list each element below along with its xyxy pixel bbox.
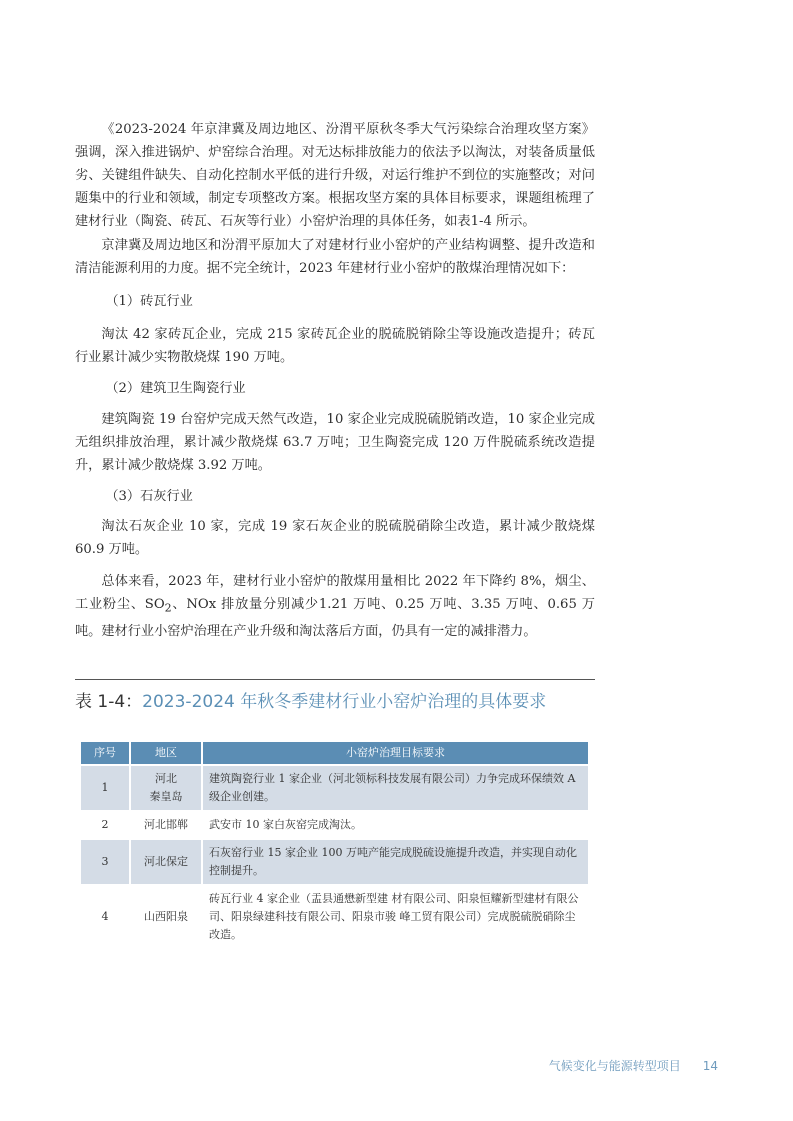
row-requirement: 武安市 10 家白灰窑完成淘汰。 [203, 812, 588, 838]
table-row [81, 840, 588, 884]
row-region: 河北保定 [131, 840, 201, 884]
paragraph-ceramics: 建筑陶瓷 19 台窑炉完成天然气改造，10 家企业完成脱硫脱销改造，10 家企业完成无组织排放治理，累计减少散烧煤 63.7 万吨；卫生陶瓷完成 120 万件脱硫系统改造提升，累计减少散烧煤 3.92 万吨。 [75, 412, 595, 473]
table-row [81, 812, 588, 838]
heading-ceramics: （2）建筑卫生陶瓷行业 [105, 381, 246, 396]
table-header-row [81, 742, 588, 764]
table-caption-title: 2023-2024 年秋冬季建材行业小窑炉治理的具体要求 [142, 692, 547, 712]
row-region: 山西阳泉 [131, 886, 201, 948]
table-row [81, 766, 588, 810]
page-footer [549, 1057, 718, 1074]
summary-text-part1: 总体来看，2023 年，建材行业小窑炉的散煤用量相比 2022 年下降约 8%，烟尘、工业粉尘、SO [75, 574, 595, 612]
heading-lime: （3）石灰行业 [105, 489, 193, 504]
summary-text-part2: 、NOx 排放量分别减少1.21 万吨、0.25 万吨、3.35 万吨、0.65 万吨。建材行业小窑炉治理在产业升级和淘汰落后方面，仍具有一定的减排潜力。 [75, 597, 595, 639]
row-region: 河北邯郸 [131, 812, 201, 838]
row-number: 1 [81, 766, 129, 810]
heading-brick-tile: （1）砖瓦行业 [105, 294, 193, 309]
row-number: 4 [81, 886, 129, 948]
paragraph-statistics: 京津冀及周边地区和汾渭平原加大了对建材行业小窑炉的产业结构调整、提升改造和清洁能源利用的力度。据不完全统计，2023 年建材行业小窑炉的散煤治理情况如下： [75, 238, 595, 276]
row-number: 2 [81, 812, 129, 838]
table-caption-prefix: 表 1-4： [75, 692, 143, 712]
table-row [81, 886, 588, 948]
paragraph-brick-tile: 淘汰 42 家砖瓦企业，完成 215 家砖瓦企业的脱硫脱销除尘等设施改造提升；砖瓦行业累计减少实物散烧煤 190 万吨。 [75, 327, 595, 365]
paragraph-intro: 《2023-2024 年京津冀及周边地区、汾渭平原秋冬季大气污染综合治理攻坚方案》强调，深入推进锅炉、炉窑综合治理。对无达标排放能力的依法予以淘汰，对装备质量低劣、关键组件缺失、自动化控制水平低的进行升级，对运行维护不到位的实施整改；对问题集中的行业和领域，制定专项整改方案。根据攻坚方案的具体目标要求，课题组梳理了建材行业（陶瓷、砖瓦、石灰等行业）小窑炉治理的具体任务，如表1-4 所示。 [75, 122, 595, 229]
paragraph-summary [75, 570, 595, 643]
paragraph-lime: 淘汰石灰企业 10 家，完成 19 家石灰企业的脱硫脱硝除尘改造，累计减少散烧煤 60.9 万吨。 [75, 519, 595, 557]
footer-project-name: 气候变化与能源转型项目 [548, 1059, 681, 1073]
row-number: 3 [81, 840, 129, 884]
page-number: 14 [702, 1059, 718, 1073]
header-number: 序号 [81, 742, 129, 764]
section-divider [75, 679, 595, 680]
header-region: 地区 [131, 742, 201, 764]
header-requirement: 小窑炉治理目标要求 [203, 742, 588, 764]
row-requirement: 建筑陶瓷行业 1 家企业（河北领标科技发展有限公司）力争完成环保绩效 A 级企业创建。 [203, 766, 588, 810]
table-caption [75, 690, 546, 714]
requirements-table [79, 740, 590, 950]
so2-subscript: 2 [164, 601, 172, 615]
row-requirement: 砖瓦行业 4 家企业（盂县通懋新型建 材有限公司、阳泉恒耀新型建材有限公司、阳泉绿建科技有限公司、阳泉市骏 峰工贸有限公司）完成脱硫脱硝除尘改造。 [203, 886, 588, 948]
row-requirement: 石灰窑行业 15 家企业 100 万吨产能完成脱硫设施提升改造，并实现自动化控制提升。 [203, 840, 588, 884]
row-region: 河北 秦皇岛 [131, 766, 201, 810]
